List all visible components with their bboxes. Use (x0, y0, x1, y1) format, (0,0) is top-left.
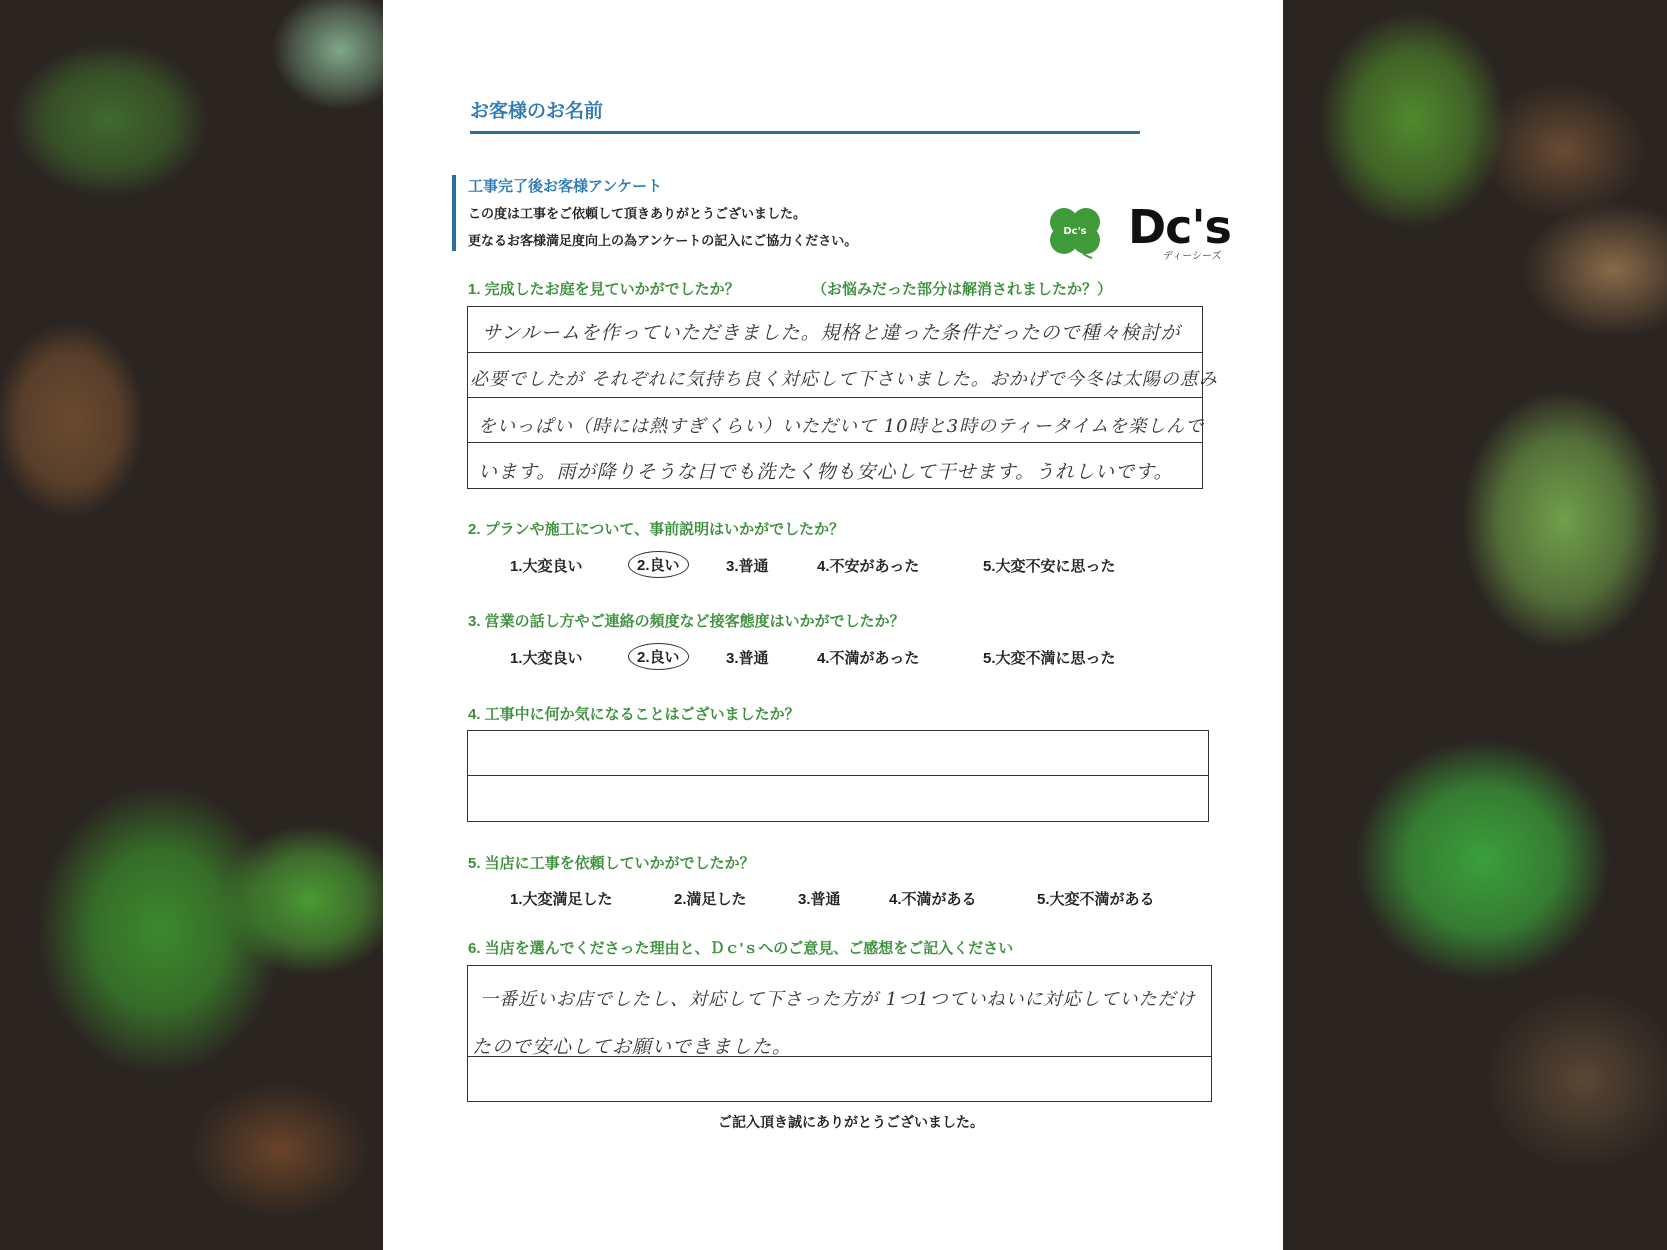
intro-line-2: 更なるお客様満足度向上の為アンケートの記入にご協力ください。 (468, 233, 858, 248)
q2-option-4: 4.不安があった (817, 558, 920, 575)
q6-answer-line-1: 一番近いお店でしたし、対応して下さった方が 1つ1つていねいに対応していただけ (480, 989, 1196, 1010)
q1-answer-line-3: をいっぱい（時には熱すぎくらい）いただいて 10時と3時のティータイムを楽しんで (478, 416, 1205, 437)
q5-option-3: 3.普通 (798, 891, 841, 908)
q2-question: 2. プランや施工について、事前説明はいかがでしたか？ (468, 521, 845, 538)
q3-option-3: 3.普通 (726, 650, 769, 667)
q1-answer-line-1: サンルームを作っていただきました。規格と違った条件だったので種々検討が (482, 322, 1181, 344)
q2-option-2-selected: 2.良い (628, 551, 689, 578)
customer-name-label: お客様のお名前 (470, 101, 604, 122)
q3-question: 3. 営業の話し方やご連絡の頻度など接客態度はいかがでしたか？ (468, 613, 905, 630)
garden-photo-left (0, 0, 383, 1250)
logo-wordmark: Dc's (1128, 200, 1231, 254)
q2-option-5: 5.大変不安に思った (983, 558, 1116, 575)
footer-thanks: ご記入頂き誠にありがとうございました。 (718, 1114, 984, 1130)
intro-line-1: この度は工事をご依頼して頂きありがとうございました。 (468, 206, 807, 221)
q4-question: 4. 工事中に何か気になることはございましたか？ (468, 706, 800, 723)
q2-option-1: 1.大変良い (510, 558, 583, 575)
clover-badge-text: Dc's (1063, 226, 1087, 237)
q3-option-1: 1.大変良い (510, 650, 583, 667)
q1-answer-line-2: 必要でしたが それぞれに気持ち良く対応して下さいました。おかげで今冬は太陽の恵み (470, 369, 1218, 390)
q2-option-3: 3.普通 (726, 558, 769, 575)
q1-answer-line-4: います。雨が降りそうな日でも洗たく物も安心して干せます。うれしいです。 (478, 461, 1174, 483)
q5-question: 5. 当店に工事を依頼していかがでしたか？ (468, 855, 755, 872)
q1-question: 1. 完成したお庭を見ていかがでしたか？ (468, 281, 740, 298)
survey-title-bar (452, 175, 456, 251)
q3-option-5: 5.大変不満に思った (983, 650, 1116, 667)
customer-name-line (470, 131, 1140, 134)
q5-option-4: 4.不満がある (889, 891, 977, 908)
survey-title: 工事完了後お客様アンケート (468, 178, 663, 195)
q3-option-2-selected: 2.良い (628, 643, 689, 670)
q5-option-5: 5.大変不満がある (1037, 891, 1155, 908)
q1-subquestion: （お悩みだった部分は解消されましたか？） (812, 281, 1113, 298)
logo-kana: ディーシーズ (1163, 251, 1222, 262)
q6-question: 6. 当店を選んでくださった理由と、Ｄｃ'ｓへのご意見、ご感想をご記入ください (468, 940, 1014, 957)
q3-option-4: 4.不満があった (817, 650, 920, 667)
q5-option-2: 2.満足した (674, 891, 747, 908)
q5-option-1: 1.大変満足した (510, 891, 613, 908)
q6-answer-line-2: たので安心してお願いできました。 (472, 1036, 793, 1058)
q4-answer-box (467, 730, 1209, 822)
clover-logo-icon (1040, 200, 1110, 260)
garden-photo-right (1283, 0, 1667, 1250)
